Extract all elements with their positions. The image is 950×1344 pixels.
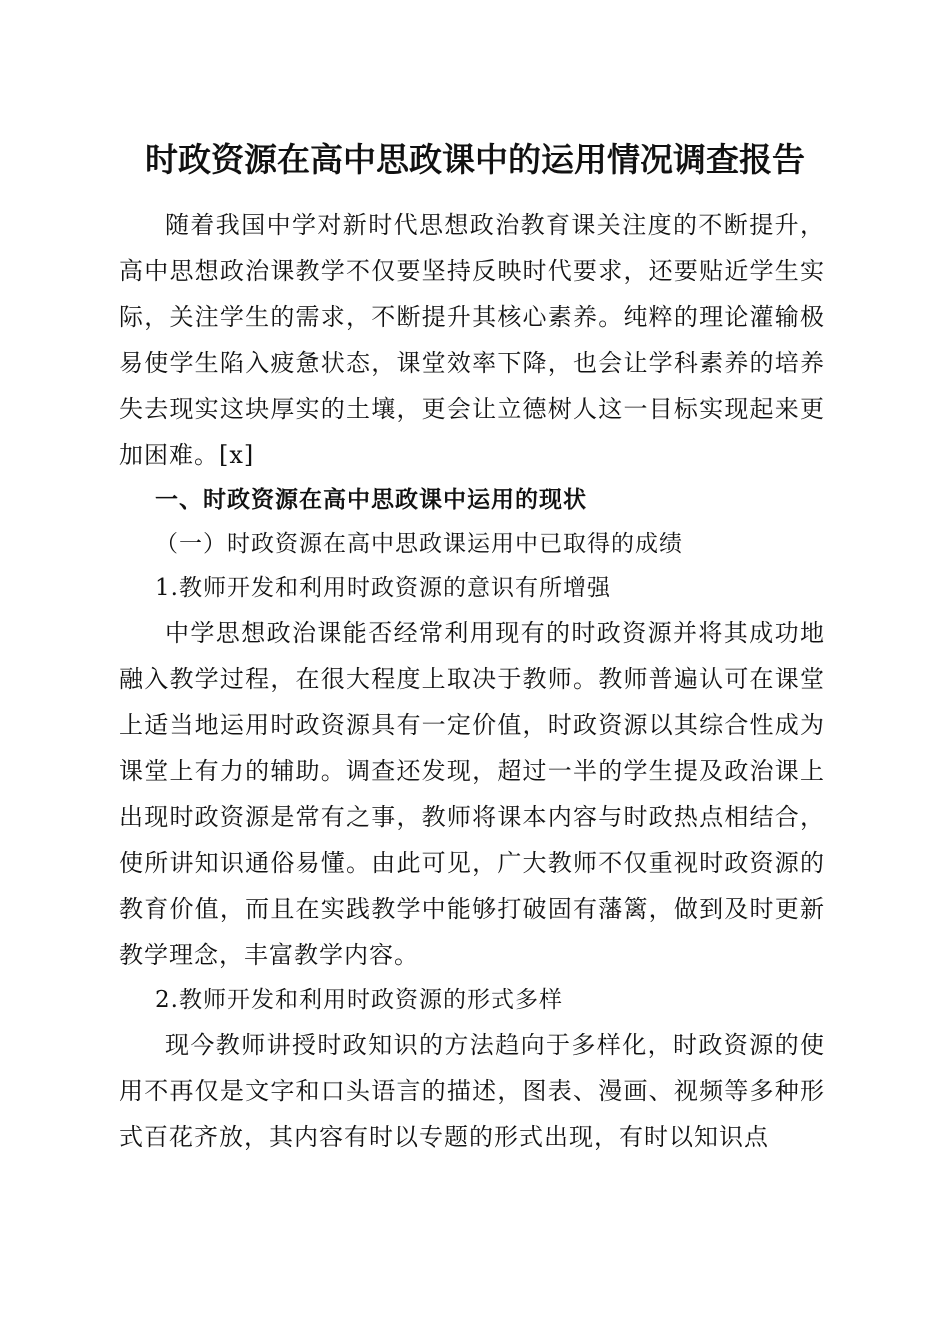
item-heading-1: 1.教师开发和利用时政资源的意识有所增强 bbox=[155, 575, 611, 601]
section-heading-1: 一、时政资源在高中思政课中运用的现状 bbox=[155, 487, 587, 513]
intro-paragraph: 随着我国中学对新时代思想政治教育课关注度的不断提升，高中思想政治课教学不仅要坚持反映时代要求，还要贴近学生实际，关注学生的需求，不断提升其核心素养。纯粹的理论灌输极易使学生陷入疲惫状态，课堂效率下降，也会让学科素养的培养失去现实这块厚实的土壤，更会让立德树人这一目标实现起来更加困难。[x] bbox=[119, 211, 825, 469]
document-body bbox=[119, 202, 825, 1160]
document-title: 时政资源在高中思政课中的运用情况调查报告 bbox=[145, 140, 805, 179]
item-heading-2: 2.教师开发和利用时政资源的形式多样 bbox=[155, 987, 563, 1013]
item-paragraph-2: 现今教师讲授时政知识的方法趋向于多样化，时政资源的使用不再仅是文字和口头语言的描述，图表、漫画、视频等多种形式百花齐放，其内容有时以专题的形式出现，有时以知识点 bbox=[119, 1031, 825, 1151]
subsection-heading-1: （一）时政资源在高中思政课运用中已取得的成绩 bbox=[155, 531, 683, 557]
item-paragraph-1: 中学思想政治课能否经常利用现有的时政资源并将其成功地融入教学过程，在很大程度上取决于教师。教师普遍认可在课堂上适当地运用时政资源具有一定价值，时政资源以其综合性成为课堂上有力的辅助。调查还发现，超过一半的学生提及政治课上出现时政资源是常有之事，教师将课本内容与时政热点相结合，使所讲知识通俗易懂。由此可见，广大教师不仅重视时政资源的教育价值，而且在实践教学中能够打破固有藩篱，做到及时更新教学理念，丰富教学内容。 bbox=[119, 619, 825, 969]
